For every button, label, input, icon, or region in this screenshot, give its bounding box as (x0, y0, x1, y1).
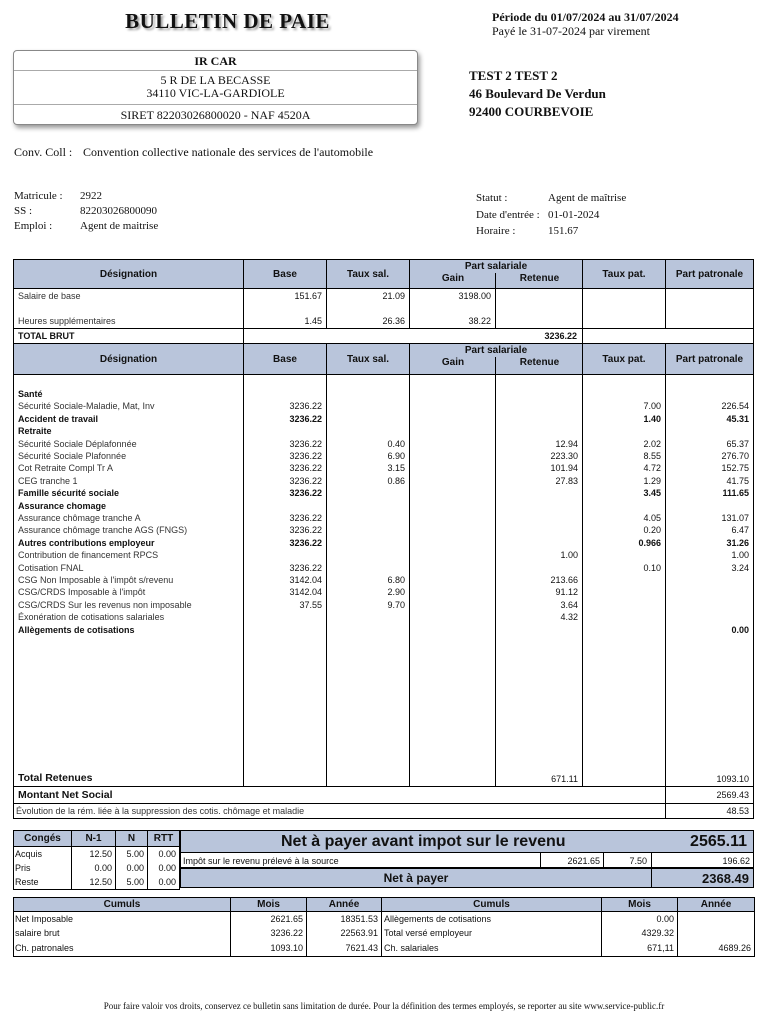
contribution-taux-sal: 0.86 (387, 475, 405, 486)
gross-line-gain: 38.22 (468, 316, 491, 326)
contribution-base: 3236.22 (289, 488, 322, 499)
total-brut-label: TOTAL BRUT (18, 331, 75, 341)
conges-header-n: N (115, 830, 148, 847)
tax-label: Impôt sur le revenu prélevé à la source (183, 856, 339, 866)
employee-address-2: 92400 COURBEVOIE (469, 104, 594, 119)
contribution-taux-pat: 0.20 (643, 525, 661, 536)
contribution-part-pat: 65.37 (726, 438, 749, 449)
contribution-label: Assurance chômage tranche AGS (FNGS) (18, 525, 188, 536)
gross-line-base: 1.45 (304, 316, 322, 326)
evolution-label: Évolution de la rém. liée à la suppression des cotis. chômage et maladie (16, 806, 305, 816)
header-ppat: Part patronale (665, 343, 754, 375)
total-patronale-value: 1093.10 (716, 774, 749, 784)
cumul-left-label: salaire brut (15, 928, 60, 939)
contribution-taux-pat: 4.72 (643, 463, 661, 474)
employee-name: TEST 2 TEST 2 (469, 68, 558, 83)
ident-value: 2922 (80, 190, 102, 202)
gross-line-base: 151.67 (294, 291, 322, 301)
contribution-label: Allègements de cotisations (18, 624, 135, 635)
payment-date: Payé le 31-07-2024 par virement (492, 24, 650, 38)
net-to-pay-value: 2368.49 (651, 868, 754, 888)
status-label: Horaire : (476, 225, 516, 237)
contribution-part-pat: 226.54 (721, 401, 749, 412)
column-line (115, 847, 116, 889)
header-divider (495, 273, 496, 288)
cumuls-header: Cumuls (381, 897, 602, 912)
contribution-label: Cot Retraite Compl Tr A (18, 463, 114, 474)
contribution-taux-pat: 3.45 (643, 488, 661, 499)
cumul-left-mois: 1093.10 (270, 942, 303, 953)
contribution-retenue: 91.12 (555, 587, 578, 598)
contribution-label: Famille sécurité sociale (18, 488, 120, 499)
gross-line-taux: 21.09 (382, 291, 405, 301)
cumul-right-mois: 671,11 (647, 942, 674, 953)
gross-line-label: Heures supplémentaires (18, 316, 116, 326)
header-part-salariale-label: Part salariale (464, 261, 528, 272)
row-line (13, 803, 754, 804)
ident-row (14, 219, 158, 234)
employee-address-block (469, 67, 606, 121)
contribution-taux-pat: 4.05 (643, 513, 661, 523)
contribution-retenue: 12.94 (555, 438, 578, 449)
net-social-label: Montant Net Social (18, 789, 113, 801)
column-line (13, 375, 14, 786)
contribution-label: Assurance chomage (18, 500, 107, 511)
employer-address-2: 34110 VIC-LA-GARDIOLE (146, 86, 285, 100)
employee-identity (14, 189, 158, 234)
contribution-retenue: 101.94 (550, 463, 578, 474)
row-line (13, 328, 754, 329)
contribution-part-pat: 276.70 (721, 451, 749, 461)
header-gain: Gain (441, 357, 465, 368)
convention-label: Conv. Coll : (14, 145, 73, 159)
contribution-base: 3142.04 (289, 587, 322, 598)
status-value: Agent de maîtrise (548, 192, 627, 204)
contribution-part-pat: 6.47 (731, 525, 749, 536)
cumuls-header: Année (677, 897, 755, 912)
contribution-label: Contribution de financement RPCS (18, 550, 159, 561)
contribution-label: CEG tranche 1 (18, 475, 78, 486)
column-line (13, 786, 14, 818)
contribution-label: Éxonération de cotisations salariales (18, 612, 165, 623)
contribution-retenue: 4.32 (560, 612, 578, 623)
cumul-left-label: Ch. patronales (15, 942, 74, 953)
contribution-base: 3236.22 (289, 525, 322, 536)
cumul-right-label: Ch. salariales (384, 942, 439, 953)
employer-box (13, 50, 418, 125)
header-base: Base (243, 343, 327, 375)
contribution-part-pat: 3.24 (731, 562, 749, 573)
contribution-retenue: 223.30 (550, 451, 578, 461)
conges-n: 5.00 (126, 849, 144, 859)
header-tpat: Taux pat. (582, 343, 666, 375)
row-line (13, 956, 755, 957)
contribution-label: CSG Non Imposable à l'impôt s/revenu (18, 575, 174, 585)
period-range: Période du 01/07/2024 au 31/07/2024 (492, 10, 679, 24)
net-social-value: 2569.43 (716, 790, 749, 800)
cumul-left-mois: 3236.22 (270, 928, 303, 939)
header-tsal: Taux sal. (326, 343, 410, 375)
header-retenue: Retenue (519, 273, 560, 284)
contribution-base: 3236.22 (289, 401, 322, 412)
conges-n: 0.00 (126, 863, 144, 873)
conges-rtt: 0.00 (158, 877, 176, 887)
header-gain: Gain (441, 273, 465, 284)
contribution-base: 3236.22 (289, 451, 322, 461)
contribution-taux-sal: 6.90 (387, 451, 405, 461)
conges-row-label: Pris (15, 863, 31, 873)
header-ppat: Part patronale (665, 259, 754, 289)
column-line (603, 853, 604, 867)
column-line (13, 289, 14, 328)
contribution-taux-sal: 9.70 (387, 599, 405, 610)
contribution-label: Sécurité Sociale-Maladie, Mat, Inv (18, 401, 155, 412)
contribution-base: 3236.22 (289, 475, 322, 486)
contribution-taux-sal: 6.80 (387, 575, 405, 585)
contribution-taux-pat: 0.966 (638, 537, 661, 548)
contribution-base: 3142.04 (289, 575, 322, 585)
contribution-label: CSG/CRDS Imposable à l'impôt (18, 587, 146, 598)
column-line (13, 847, 14, 889)
ident-label: Matricule : (14, 190, 63, 202)
conges-n1: 0.00 (94, 863, 112, 873)
net-to-pay-label: Net à payer (180, 868, 652, 888)
column-line (180, 853, 181, 867)
column-line (381, 912, 382, 956)
employer-siret: SIRET 82203026800020 - NAF 4520A (14, 104, 417, 125)
status-row (476, 207, 626, 224)
contribution-part-pat: 111.65 (722, 488, 749, 499)
cumul-left-annee: 22563.91 (340, 928, 378, 939)
gross-line-label: Salaire de base (18, 291, 81, 301)
row-line (13, 786, 754, 787)
column-line (409, 375, 410, 786)
status-value: 151.67 (548, 225, 579, 237)
column-line (582, 328, 583, 343)
employee-address-1: 46 Boulevard De Verdun (469, 86, 606, 101)
contribution-base: 3236.22 (289, 438, 322, 449)
cumul-right-mois: 0.00 (656, 914, 674, 924)
header-part-salariale (409, 259, 583, 289)
convention-value: Convention collective nationale des services de l'automobile (83, 145, 374, 159)
cumuls-header: Cumuls (13, 897, 231, 912)
evolution-value: 48.53 (726, 806, 749, 816)
contribution-retenue: 213.66 (550, 575, 578, 585)
ident-label: Emploi : (14, 220, 53, 232)
column-line (665, 289, 666, 328)
contribution-label: Sécurité Sociale Déplafonnée (18, 438, 137, 449)
column-line (147, 847, 148, 889)
conges-rtt: 0.00 (158, 849, 176, 859)
row-line (13, 818, 754, 819)
contribution-taux-sal: 3.15 (387, 463, 405, 474)
conges-row-label: Acquis (15, 849, 43, 859)
column-line (651, 853, 652, 867)
conges-row-label: Reste (15, 877, 39, 887)
ident-label: SS : (14, 205, 33, 217)
header-tsal: Taux sal. (326, 259, 410, 289)
tax-base: 2621.65 (567, 856, 600, 866)
contribution-part-pat: 41.75 (726, 475, 749, 486)
conges-n: 5.00 (126, 877, 144, 887)
status-value: 01-01-2024 (548, 208, 600, 221)
contribution-part-pat: 152.75 (721, 463, 749, 474)
contribution-base: 37.55 (299, 599, 322, 610)
cumul-left-annee: 7621.43 (345, 942, 378, 953)
status-row (476, 223, 626, 240)
header-base: Base (243, 259, 327, 289)
cumul-right-mois: 4329.32 (641, 928, 674, 939)
cumuls-header: Année (306, 897, 382, 912)
contribution-taux-pat: 1.40 (643, 413, 661, 424)
employer-name: IR CAR (14, 51, 417, 71)
contribution-taux-pat: 1.29 (643, 475, 661, 486)
contribution-taux-sal: 0.40 (387, 438, 405, 449)
net-before-tax-label: Net à payer avant impot sur le revenu (281, 832, 566, 850)
cumuls-header: Mois (230, 897, 307, 912)
status-label: Date d'entrée : (476, 208, 540, 221)
contribution-base: 3236.22 (289, 537, 322, 548)
cumul-right-label: Total versé employeur (384, 928, 473, 939)
contribution-retenue: 3.64 (560, 599, 578, 610)
contribution-part-pat: 31.26 (726, 537, 749, 548)
ident-row (14, 204, 158, 219)
ident-row (14, 189, 158, 204)
column-line (753, 853, 754, 867)
contribution-label: Accident de travail (18, 413, 99, 424)
employee-status (476, 190, 626, 240)
contribution-retenue: 27.83 (555, 475, 578, 486)
pay-period (492, 10, 679, 38)
contribution-label: Cotisation FNAL (18, 562, 84, 573)
contribution-retenue: 1.00 (560, 550, 578, 561)
employer-address-1: 5 R DE LA BECASSE (160, 73, 271, 87)
contribution-part-pat: 131.07 (721, 513, 749, 523)
gross-line-taux: 26.36 (382, 316, 405, 326)
cumul-right-label: Allègements de cotisations (384, 914, 492, 924)
column-line (677, 912, 678, 956)
contribution-label: Retraite (18, 426, 52, 437)
contribution-base: 3236.22 (289, 513, 322, 523)
column-line (540, 853, 541, 867)
column-line (753, 289, 754, 328)
header-retenue: Retenue (519, 357, 560, 368)
contribution-part-pat: 0.00 (731, 624, 749, 635)
contribution-taux-pat: 7.00 (643, 401, 661, 412)
contribution-base: 3236.22 (289, 562, 322, 573)
column-line (582, 289, 583, 328)
column-line (601, 912, 602, 956)
status-row (476, 190, 626, 207)
footer-note: Pour faire valoir vos droits, conservez ce bulletin sans limitation de durée. Pour la définition des termes employés, se reporter au site www.service-public.fr (103, 1001, 665, 1011)
column-line (753, 328, 754, 343)
contribution-label: Santé (18, 389, 43, 399)
conges-n1: 12.50 (89, 849, 112, 859)
contribution-taux-pat: 2.02 (643, 438, 661, 449)
contribution-base: 3236.22 (289, 463, 322, 474)
tax-rate: 7.50 (629, 856, 647, 866)
total-retenues-value: 671.11 (551, 774, 578, 784)
header-divider (495, 357, 496, 374)
contribution-label: Sécurité Sociale Plafonnée (18, 451, 127, 461)
cumul-left-mois: 2621.65 (270, 914, 303, 924)
gross-line-gain: 3198.00 (458, 291, 491, 301)
total-retenues-label: Total Retenues (18, 772, 93, 784)
contribution-label: CSG/CRDS Sur les revenus non imposable (18, 599, 192, 610)
cumul-right-annee: 4689.26 (718, 942, 751, 953)
net-before-tax-bar (180, 830, 754, 853)
contribution-label: Autres contributions employeur (18, 537, 155, 548)
contribution-taux-pat: 0.10 (643, 562, 661, 573)
column-line (753, 786, 754, 818)
cumul-left-label: Net Imposable (15, 914, 74, 924)
header-tpat: Taux pat. (582, 259, 666, 289)
column-line (753, 375, 754, 786)
column-line (230, 912, 231, 956)
contribution-part-pat: 1.00 (731, 550, 749, 561)
header-part-salariale-label: Part salariale (464, 345, 528, 356)
tax-amount: 196.62 (722, 856, 750, 866)
column-line (13, 912, 14, 956)
contribution-label: Assurance chômage tranche A (18, 513, 141, 523)
ident-value: Agent de maitrise (80, 220, 159, 232)
conges-header-rtt: RTT (147, 830, 180, 847)
conges-n1: 12.50 (89, 877, 112, 887)
column-line (306, 912, 307, 956)
total-brut-value: 3236.22 (544, 331, 577, 341)
document-title: BULLETIN DE PAIE (125, 9, 330, 33)
column-line (495, 289, 496, 328)
contribution-part-pat: 45.31 (726, 413, 749, 424)
column-line (71, 847, 72, 889)
cumuls-header: Mois (601, 897, 678, 912)
column-line (13, 328, 14, 343)
contribution-taux-sal: 2.90 (387, 587, 405, 598)
conges-header-n1: N-1 (71, 830, 116, 847)
header-des: Désignation (13, 259, 244, 289)
status-label: Statut : (476, 192, 508, 204)
header-part-salariale (409, 343, 583, 375)
conges-rtt: 0.00 (158, 863, 176, 873)
row-line (13, 889, 180, 890)
contribution-base: 3236.22 (289, 413, 322, 424)
net-before-tax-value: 2565.11 (690, 832, 747, 850)
column-line (754, 912, 755, 956)
header-des: Désignation (13, 343, 244, 375)
contribution-taux-pat: 8.55 (643, 451, 661, 461)
conges-header-label: Congés (13, 830, 72, 847)
ident-value: 82203026800090 (80, 205, 157, 217)
collective-agreement (14, 145, 373, 160)
cumul-left-annee: 18351.53 (340, 914, 378, 924)
